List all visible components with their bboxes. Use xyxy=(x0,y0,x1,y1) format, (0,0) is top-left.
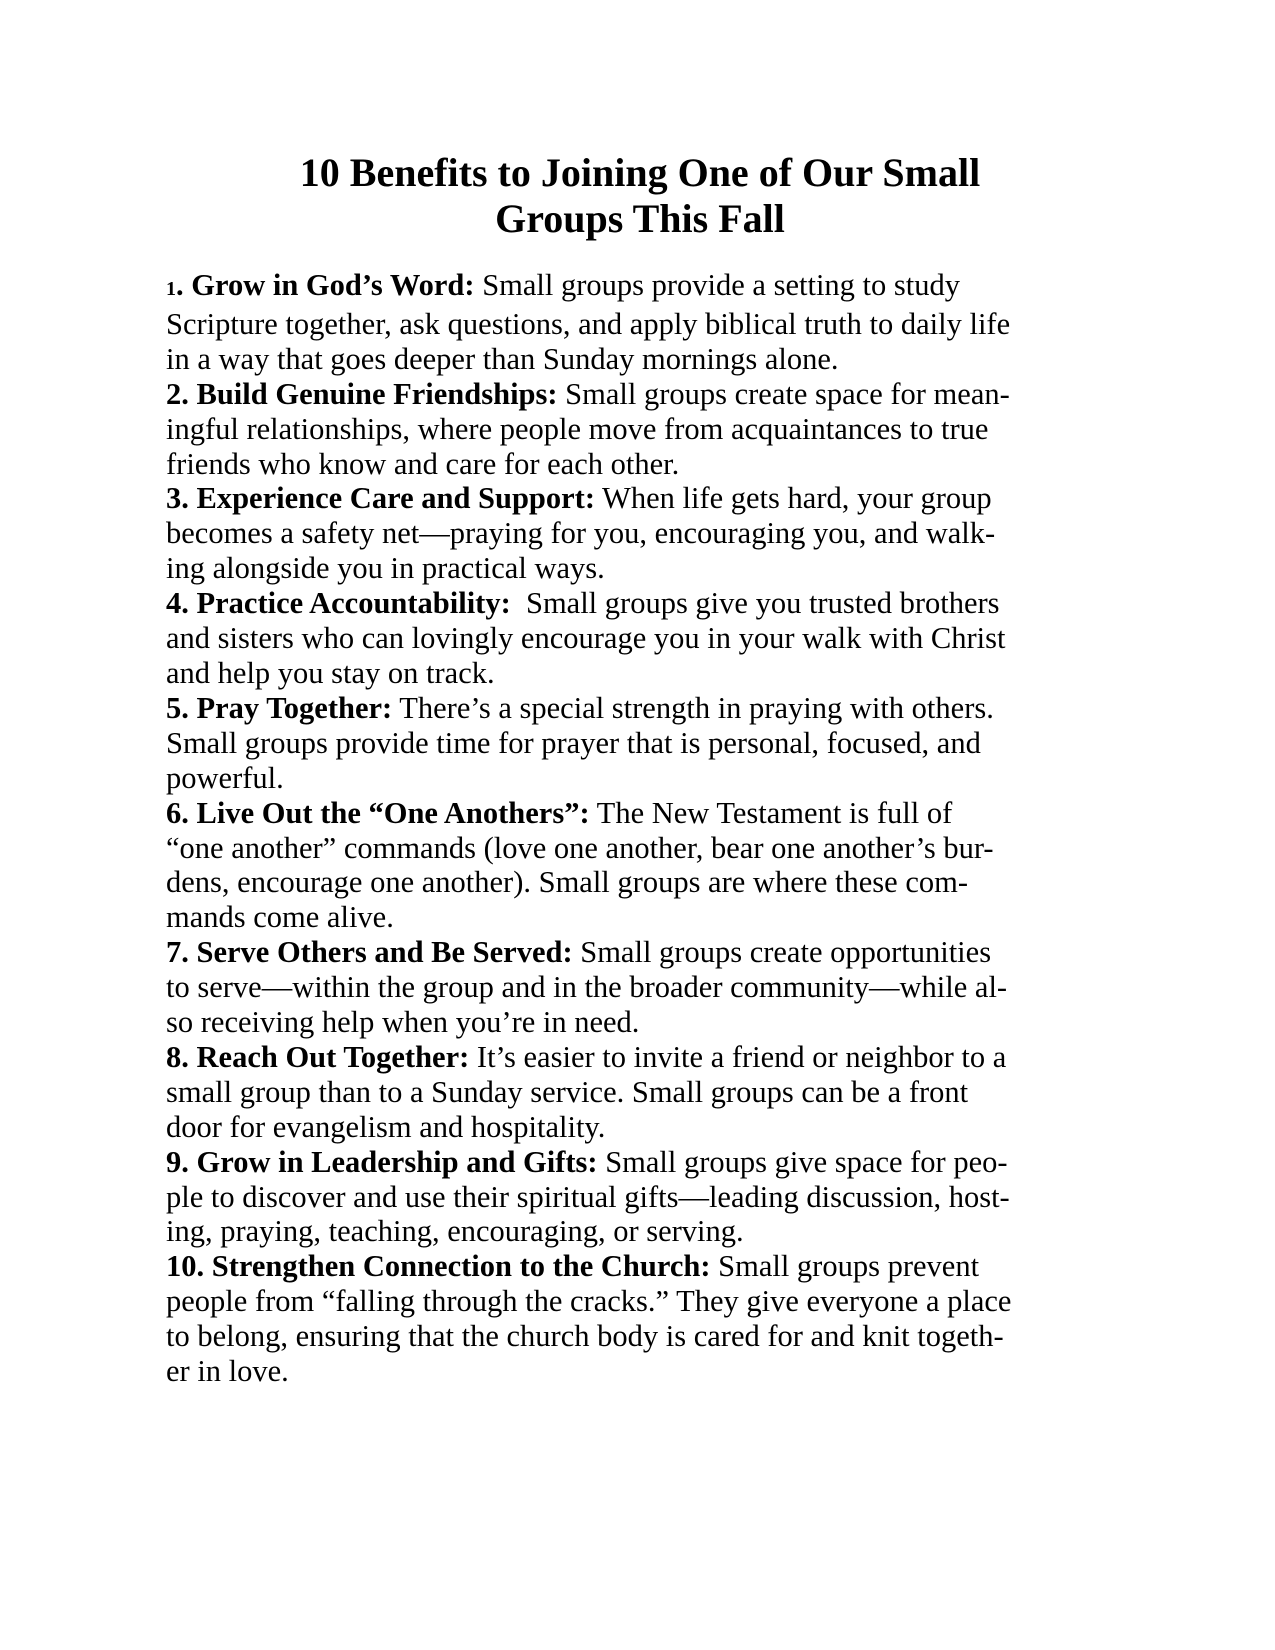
benefit-text: Small groups prevent xyxy=(710,1249,980,1284)
benefit-heading: 5. Pray Together: xyxy=(166,690,393,725)
benefit-heading: 7. Serve Others and Be Served: xyxy=(166,935,573,970)
benefit-text: Small groups provide time for prayer that is personal, focused, and xyxy=(166,725,981,760)
title-line-2: Groups This Fall xyxy=(495,196,785,241)
benefit-item-9 xyxy=(166,1145,1086,1250)
benefit-heading: 10. Strengthen Connection to the Church: xyxy=(166,1249,711,1284)
benefit-text: ing, praying, teaching, encouraging, or serving. xyxy=(166,1214,744,1249)
benefit-number: 1 xyxy=(166,278,176,300)
benefit-text: so receiving help when you’re in need. xyxy=(166,1005,640,1040)
benefit-text: dens, encourage one another). Small groups are where these com- xyxy=(166,865,969,900)
benefit-item-5 xyxy=(166,691,1086,796)
benefit-text: in a way that goes deeper than Sunday mornings alone. xyxy=(166,341,839,376)
benefit-line xyxy=(166,377,1086,412)
benefit-text: becomes a safety net—praying for you, encouraging you, and walk- xyxy=(166,516,996,551)
benefit-text: “one another” commands (love one another, bear one another’s bur- xyxy=(166,830,994,865)
benefit-item-8 xyxy=(166,1040,1086,1145)
benefit-text: It’s easier to invite a friend or neighbor to a xyxy=(469,1039,1007,1074)
title-line-1: 10 Benefits to Joining One of Our Small xyxy=(299,150,981,195)
benefit-text: ingful relationships, where people move from acquaintances to true xyxy=(166,411,989,446)
benefit-line xyxy=(166,1249,1086,1284)
benefit-text: to belong, ensuring that the church body is cared for and knit togeth- xyxy=(166,1319,1004,1354)
benefit-line xyxy=(166,481,1086,516)
benefit-heading: 9. Grow in Leadership and Gifts: xyxy=(166,1144,598,1179)
benefit-text: door for evangelism and hospitality. xyxy=(166,1109,606,1144)
benefit-item-2 xyxy=(166,377,1086,482)
benefit-text: Small groups create opportunities xyxy=(572,935,992,970)
benefit-item-3 xyxy=(166,481,1086,586)
benefit-item-6 xyxy=(166,796,1086,936)
benefit-text: Small groups give you trusted brothers xyxy=(510,586,1000,621)
benefit-heading: 6. Live Out the “One Anothers”: xyxy=(166,795,590,830)
benefit-line xyxy=(166,586,1086,621)
benefit-text: small group than to a Sunday service. Small groups can be a front xyxy=(166,1074,969,1109)
benefit-text: people from “falling through the cracks.” They give everyone a place xyxy=(166,1284,1012,1319)
benefit-text: powerful. xyxy=(166,760,284,795)
benefit-text: When life gets hard, your group xyxy=(594,481,992,516)
benefit-text: Small groups create space for mean- xyxy=(557,376,1010,411)
benefit-item-4 xyxy=(166,586,1086,691)
benefit-text: Small groups give space for peo- xyxy=(597,1144,1008,1179)
benefit-text: friends who know and care for each other. xyxy=(166,446,680,481)
benefit-text: The New Testament is full of xyxy=(589,795,953,830)
benefit-text: Small groups provide a setting to study xyxy=(474,268,960,302)
benefit-line xyxy=(166,691,1086,726)
benefit-text: There’s a special strength in praying with others. xyxy=(392,690,994,725)
benefit-text: and help you stay on track. xyxy=(166,655,495,690)
benefit-text: to serve—within the group and in the broader community—while al- xyxy=(166,970,1008,1005)
benefit-line xyxy=(166,1040,1086,1075)
benefit-line xyxy=(166,268,1086,307)
benefit-text: er in love. xyxy=(166,1354,289,1389)
benefit-heading: 4. Practice Accountability: xyxy=(166,586,511,621)
benefit-item-1 xyxy=(166,268,1086,377)
benefit-heading: 3. Experience Care and Support: xyxy=(166,481,595,516)
benefit-text: Scripture together, ask questions, and apply biblical truth to daily life xyxy=(166,306,1011,341)
benefit-item-10 xyxy=(166,1249,1086,1389)
benefit-line xyxy=(166,1145,1086,1180)
benefits-list xyxy=(166,268,1086,1389)
benefit-line xyxy=(166,796,1086,831)
benefit-heading: 2. Build Genuine Friendships: xyxy=(166,376,558,411)
benefit-text: mands come alive. xyxy=(166,900,394,935)
document-title xyxy=(160,150,1120,242)
benefit-text: ing alongside you in practical ways. xyxy=(166,551,605,586)
benefit-text: and sisters who can lovingly encourage you in your walk with Christ xyxy=(166,621,1006,656)
benefit-heading: 8. Reach Out Together: xyxy=(166,1039,470,1074)
benefit-text: ple to discover and use their spiritual gifts—leading discussion, host- xyxy=(166,1179,1010,1214)
benefit-line xyxy=(166,935,1086,970)
benefit-item-7 xyxy=(166,935,1086,1040)
benefit-heading: . Grow in God’s Word: xyxy=(176,268,475,302)
